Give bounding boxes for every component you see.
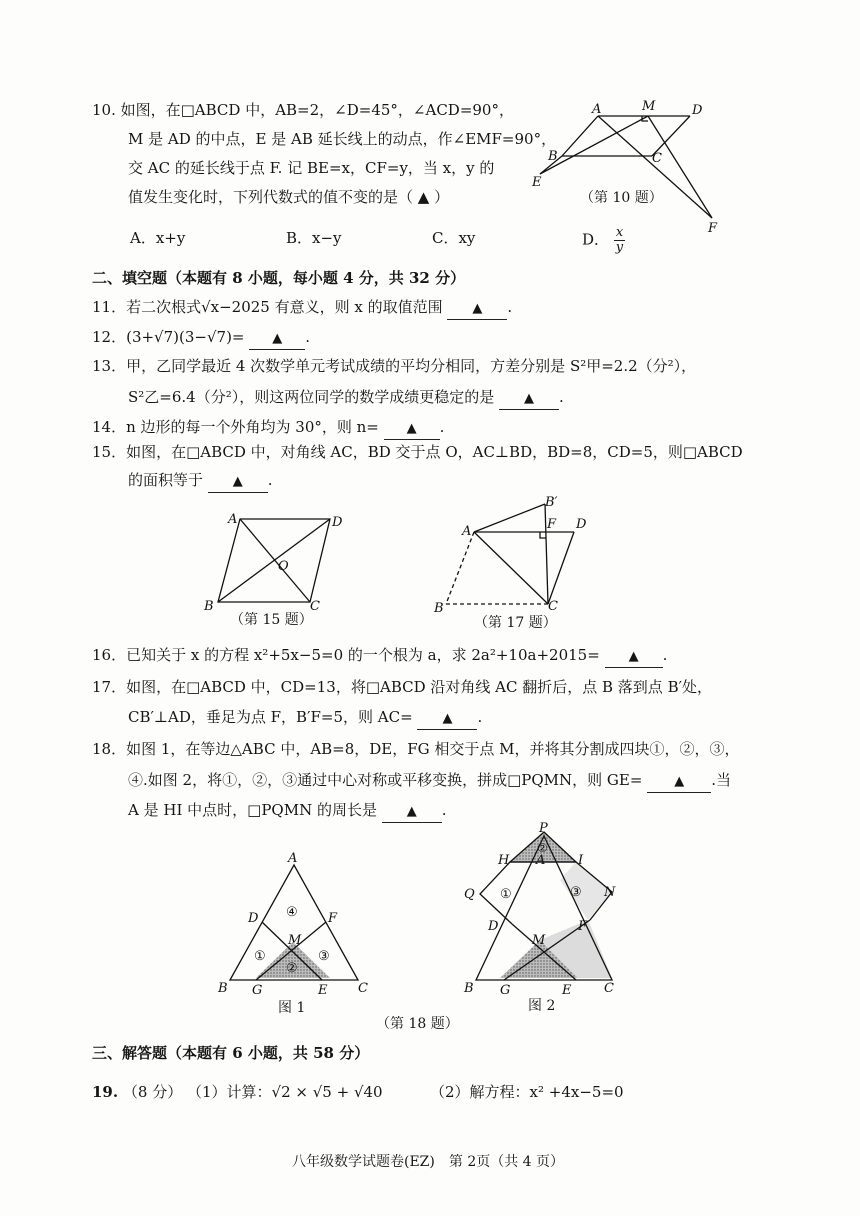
fig18a-label-g: G — [252, 983, 263, 998]
q16-blank: ▲ — [605, 647, 663, 668]
fig18a-label-b: B — [218, 981, 228, 996]
q18-line1: 18．如图 1，在等边△ABC 中，AB=8，DE，FG 相交于点 M，并将其分割成四块①，②，③， — [92, 740, 740, 758]
q17-line1: 17．如图，在□ABCD 中，CD=13，将□ABCD 沿对角线 AC 翻折后，点 B 落到点 B′处， — [92, 678, 713, 696]
q10-line2: M 是 AD 的中点，E 是 AB 延长线上的动点，作∠EMF=90°， — [128, 130, 557, 148]
q10-line3: 交 AC 的延长线于点 F. 记 BE=x，CF=y，当 x，y 的 — [128, 159, 495, 177]
q17-blank: ▲ — [417, 709, 477, 730]
fig18b-region-3: ③ — [570, 885, 582, 900]
section2-heading: 二、填空题（本题有 8 小题，每小题 4 分，共 32 分） — [92, 269, 466, 287]
fig18a-diagram — [217, 851, 368, 998]
q15-blank: ▲ — [208, 472, 268, 493]
fig18b-label-e: E — [562, 983, 572, 998]
q14-text: 14．n 边形的每一个外角均为 30°，则 n= — [92, 418, 379, 436]
q10-option-b: B．x−y — [286, 229, 342, 247]
q19-part2: （2）解方程：x² +4x−5=0 — [430, 1083, 624, 1101]
fig10-label-a: A — [592, 102, 602, 117]
fig17-label-f: F — [547, 517, 557, 532]
q18-end: . — [441, 801, 447, 819]
q12-end: . — [305, 328, 311, 346]
frac-den: y — [615, 240, 624, 255]
q16-text: 16．已知关于 x 的方程 x²+5x−5=0 的一个根为 a，求 2a²+10a+2015= — [92, 646, 600, 664]
q18-line2-end: .当 — [711, 771, 731, 789]
fig18a-region-2: ② — [286, 961, 298, 976]
q18-line2-text: ④.如图 2，将①，②，③通过中心对称或平移变换，拼成□PQMN，则 GE= — [128, 771, 643, 789]
q15-line1: 15．如图，在□ABCD 中，对角线 AC，BD 交于点 O，AC⊥BD，BD=8，CD=5，则□ABCD — [92, 443, 743, 461]
fig15-label-a: A — [228, 512, 238, 527]
q10-option-c: C．xy — [432, 229, 476, 247]
fig18b-label-b: B — [464, 981, 474, 996]
q12-blank: ▲ — [249, 329, 305, 350]
fig18b-label-a: A — [536, 853, 546, 868]
q11-blank: ▲ — [447, 299, 507, 320]
fig10-label-d: D — [692, 103, 703, 118]
fig18a-caption: 图 1 — [278, 1000, 306, 1016]
fig18b-region-2: ② — [537, 841, 548, 855]
q17-end: . — [477, 708, 483, 726]
fig18b-label-c: C — [604, 981, 614, 996]
q19-part1: （1）计算：√2 × √5 + √40 — [186, 1083, 383, 1101]
fig15-label-o: O — [278, 559, 289, 574]
q10-caption: （第 10 题） — [580, 190, 663, 206]
fig15-label-b: B — [204, 599, 214, 614]
q17-line2-text: CB′⊥AD，垂足为点 F，B′F=5，则 AC= — [128, 708, 413, 726]
q18-blank1: ▲ — [647, 772, 711, 793]
q16-end: . — [662, 646, 668, 664]
fig18b-label-n: N — [604, 885, 616, 900]
q15-line2-text: 的面积等于 — [128, 471, 204, 489]
fig18a-label-a: A — [288, 851, 298, 866]
q11-end: . — [507, 298, 513, 316]
fig15-diagram — [203, 512, 343, 614]
fig15-label-c: C — [310, 599, 320, 614]
fig17-label-d: D — [576, 517, 587, 532]
fig10-label-b: B — [548, 149, 558, 164]
fig10-label-e: E — [532, 175, 542, 190]
q11-text: 11．若二次根式√x−2025 有意义，则 x 的取值范围 — [92, 298, 443, 316]
fig17-diagram — [433, 495, 587, 616]
fig18a-label-c: C — [358, 981, 368, 996]
fig18b-label-q: Q — [464, 887, 475, 902]
fig18b-label-f: F — [578, 919, 588, 934]
q10-option-a: A．x+y — [130, 229, 186, 247]
q13-end: . — [559, 388, 564, 406]
fig18b-diagram — [463, 821, 616, 998]
fig10-label-m: M — [642, 99, 656, 114]
fig17-label-bprime: B′ — [545, 495, 558, 510]
fig15-caption: （第 15 题） — [230, 612, 313, 628]
frac-num: x — [615, 225, 624, 240]
fig18a-label-e: E — [318, 983, 328, 998]
fig17-caption: （第 17 题） — [474, 615, 557, 631]
fig18b-label-i: I — [578, 853, 584, 868]
section3-heading: 三、解答题（本题有 6 小题，共 58 分） — [92, 1044, 370, 1062]
q14-blank: ▲ — [384, 419, 440, 440]
q10-line1: 10. 如图，在□ABCD 中，AB=2，∠D=45°，∠ACD=90°， — [92, 101, 514, 119]
fig18a-label-d: D — [248, 911, 259, 926]
fig18b-label-h: H — [498, 853, 510, 868]
fig17-label-c: C — [548, 599, 558, 614]
fig18b-label-d: D — [488, 919, 499, 934]
fig18b-label-m: M — [532, 933, 546, 948]
q10-line4: 值发生变化时，下列代数式的值不变的是（ ▲ ） — [128, 188, 450, 206]
fig10-diagram — [531, 99, 718, 236]
fig18a-region-3: ③ — [318, 949, 330, 964]
fig18b-region-1: ① — [500, 887, 512, 902]
q13-line2-text: S²乙=6.4（分²），则这两位同学的数学成绩更稳定的是 — [128, 388, 495, 406]
q13-blank: ▲ — [499, 389, 559, 410]
q13-line1: 13．甲，乙同学最近 4 次数学单元考试成绩的平均分相同，方差分别是 S²甲=2.2（分²）， — [92, 357, 697, 375]
fig18b-label-p: P — [539, 821, 548, 836]
q12-text: 12．(3+√7)(3−√7)= — [92, 328, 245, 346]
fig17-label-a: A — [462, 524, 472, 539]
fig10-label-c: C — [652, 151, 662, 166]
page-footer: 八年级数学试题卷(EZ) 第 2页（共 4 页） — [292, 1154, 565, 1170]
fig18a-label-f: F — [328, 911, 338, 926]
fig18a-region-4: ④ — [286, 905, 298, 920]
q18-line3-text: A 是 HI 中点时，□PQMN 的周长是 — [128, 801, 377, 819]
q10-option-d-label: D． — [582, 230, 610, 249]
fig17-label-b: B — [434, 601, 444, 616]
q14-end: . — [439, 418, 445, 436]
q19-number: 19. — [92, 1083, 119, 1101]
fig10-label-f: F — [708, 221, 718, 236]
fig18-caption: （第 18 题） — [376, 1016, 459, 1032]
q18-blank2: ▲ — [382, 802, 442, 823]
fig18b-caption: 图 2 — [528, 998, 556, 1014]
fig18a-label-m: M — [288, 933, 302, 948]
q15-end: . — [267, 471, 273, 489]
fig18a-region-1: ① — [254, 949, 266, 964]
q19-score: （8 分） — [122, 1083, 183, 1101]
fig18b-label-g: G — [500, 983, 511, 998]
fig15-label-d: D — [332, 515, 343, 530]
